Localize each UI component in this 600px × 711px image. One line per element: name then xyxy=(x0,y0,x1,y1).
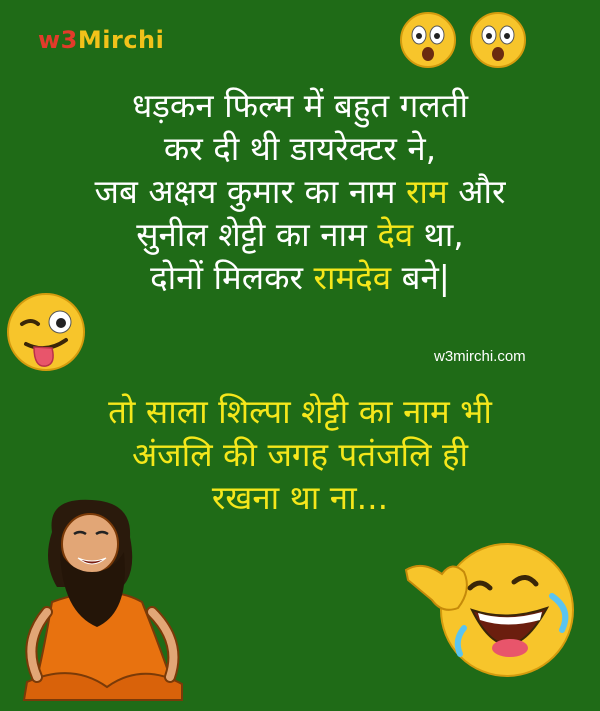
watermark[interactable]: w3mirchi.com xyxy=(434,348,526,365)
punchline-line-2: अंजलि की जगह पतंजलि ही xyxy=(131,435,469,474)
surprised-emoji-icon xyxy=(398,10,458,70)
joke-line-4 xyxy=(0,213,600,256)
highlight-ramdev: रामदेव xyxy=(313,258,392,297)
joke-line-5-a: दोनों मिलकर xyxy=(150,258,314,297)
surprised-emoji-icon xyxy=(468,10,528,70)
joke-line-3-a: जब अक्षय कुमार का नाम xyxy=(94,172,406,211)
winking-tongue-emoji-icon xyxy=(4,290,88,374)
highlight-dev: देव xyxy=(377,215,414,254)
joke-line-3 xyxy=(0,170,600,213)
highlight-ram: राम xyxy=(405,172,448,211)
joke-text xyxy=(0,84,600,299)
joke-line-5-b: बने| xyxy=(391,258,450,297)
joke-line-4-a: सुनील शेट्टी का नाम xyxy=(136,215,378,254)
guru-cartoon xyxy=(12,492,192,707)
joke-line-3-b: और xyxy=(447,172,506,211)
laughing-emoji-icon xyxy=(402,530,580,690)
logo-w3: w3 xyxy=(38,26,78,54)
joke-line-4-b: था, xyxy=(413,215,464,254)
logo-mirchi: Mirchi xyxy=(77,26,165,54)
site-logo[interactable] xyxy=(38,26,164,54)
punchline-line-1: तो साला शिल्पा शेट्टी का नाम भी xyxy=(108,392,492,431)
joke-line-5 xyxy=(0,256,600,299)
punchline-line-3: रखना था ना... xyxy=(211,478,389,517)
joke-line-2: कर दी थी डायरेक्टर ने, xyxy=(163,129,437,168)
joke-line-1: धड़कन फिल्म में बहुत गलती xyxy=(131,86,469,125)
